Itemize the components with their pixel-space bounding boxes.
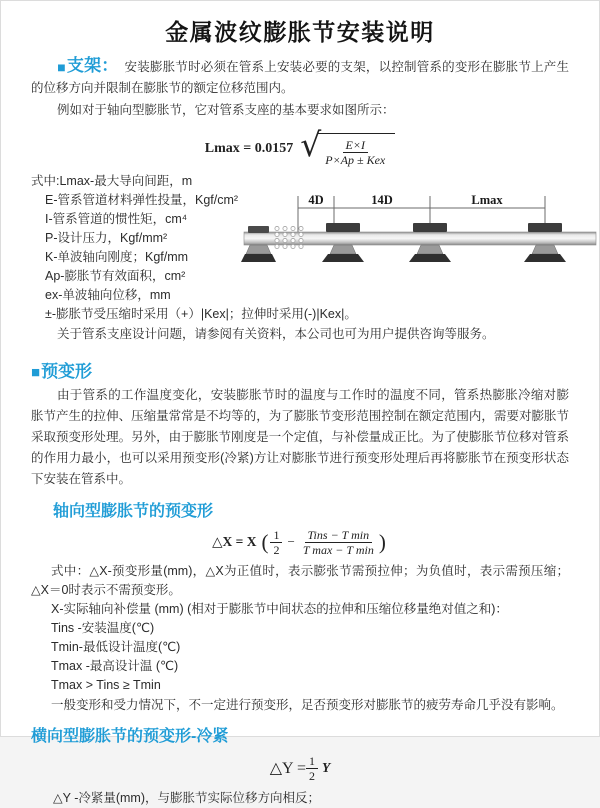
radical-glyph: √ xyxy=(300,125,322,164)
right-paren: ) xyxy=(378,530,386,554)
axial-preform-formula xyxy=(31,528,569,557)
preform-heading-label: 预变形 xyxy=(41,361,93,381)
definition-line: Ap-膨胀节有效面积，cm² xyxy=(45,269,186,283)
half-fraction xyxy=(270,528,282,557)
support-spacing-diagram xyxy=(244,190,596,274)
lateral-note-line: △Y -冷紧量(mm)，与膨胀节实际位移方向相反； xyxy=(53,790,321,805)
fraction-denominator: 2 xyxy=(309,768,316,783)
definition-line: X-实际轴向补偿量 (mm) (相对于膨胀节中间状态的拉伸和压缩位移量绝对值之和)： xyxy=(51,601,508,616)
fraction-denominator: 2 xyxy=(273,542,280,557)
definition-line: E-管系管道材料弹性投量，Kgf/cm² xyxy=(45,193,239,207)
fraction-numerator: E×I xyxy=(343,138,368,153)
support-section-heading: 支架： xyxy=(66,56,119,75)
lateral-subsection-heading: 横向型膨胀节的预变形-冷紧 xyxy=(31,727,229,745)
support-example-line: 例如对于轴向型膨胀节，它对管系支座的基本要求如图所示： xyxy=(57,103,395,117)
definition-line: Tmin-最低设计温度(℃) xyxy=(51,639,181,654)
preform-section-heading xyxy=(31,357,569,382)
definition-line: Tmax > Tins ≥ Tmin xyxy=(51,677,161,692)
lateral-preform-formula xyxy=(31,754,569,783)
formula-lhs: △X = X xyxy=(212,534,257,549)
section-bullet-icon: ■ xyxy=(57,59,66,75)
axial-closing-line: 一般变形和受力情况下，不一定进行预变形，足否预变形对膨胀节的疲劳寿命几乎没有影响。 xyxy=(51,697,564,712)
dim-label-lmax: Lmax xyxy=(471,193,503,207)
half-fraction xyxy=(306,754,318,783)
support-intro-text: 安装膨胀节时必须在管系上安装必要的支架，以控制管系的变形在膨胀节上产生的位移方向并限制在膨胀节的额定位移范围内。 xyxy=(31,60,569,95)
pipe xyxy=(244,232,596,245)
definition-line: K-单波轴向刚度；Kgf/mm xyxy=(45,250,189,264)
axial-definitions-list xyxy=(31,600,569,695)
definition-line: P-设计压力，Kgf/mm² xyxy=(45,231,168,245)
axial-subsection-heading: 轴向型膨胀节的预变形 xyxy=(53,502,214,520)
fraction xyxy=(322,138,388,167)
support-intro-paragraph xyxy=(31,55,569,99)
definition-line: Tins -安装温度(℃) xyxy=(51,620,155,635)
preform-body-paragraph: 由于管系的工作温度变化，安装膨胀节时的温度与工作时的温度不同，管系热膨胀冷缩对膨胀节产生的拉伸、压缩量常常是不均等的，为了膨胀节变形范围控制在额定范围内，需要对膨胀节采取预变形处理。另外，由于膨胀节刚度是一个定值，与补偿量成正比。为了使膨胀节位移对管系的作用力最小，也可以采用预变形(冷紧)方让对膨胀节进行预变形处理后再将膨胀节在预变形状态下安装在管系中。 xyxy=(31,387,569,486)
fraction-denominator: T max − T min xyxy=(302,542,374,557)
sqrt-radical-icon xyxy=(300,125,395,167)
left-paren: ( xyxy=(261,530,269,554)
fraction-numerator: 1 xyxy=(270,528,282,543)
dim-label-4d: 4D xyxy=(308,193,324,207)
minus-sign: − xyxy=(287,534,295,549)
formula-lhs: Lmax = 0.0157 xyxy=(204,140,294,156)
sqrt-content xyxy=(318,133,395,167)
lmax-formula xyxy=(31,125,569,167)
definition-line: ±-膨胀节受压缩时采用（+）|Kex|；拉伸时采用(-)|Kex|。 xyxy=(45,307,357,321)
definition-line: 式中:Lmax-最大导向间距，m xyxy=(31,174,193,188)
dim-label-14d: 14D xyxy=(371,193,393,207)
definition-line: I-管系管道的惯性矩，cm⁴ xyxy=(45,212,188,226)
document-content xyxy=(1,55,599,808)
page-title: 金属波纹膨胀节安装说明 xyxy=(165,19,435,45)
fraction-numerator: 1 xyxy=(306,754,318,769)
section-bullet-icon: ■ xyxy=(31,363,41,381)
axial-where-paragraph: 式中：△X-预变形量(mm)，△X为正值时，表示膨张节需预拉伸；为负值时，表示需预压缩；△X＝0时表示不需预变形。 xyxy=(31,563,569,597)
formula-rhs: Y xyxy=(322,760,331,775)
fraction-numerator: Tins − T min xyxy=(305,528,373,543)
definition-line: Tmax -最高设计温 (℃) xyxy=(51,658,179,673)
definition-line: ex-单波轴向位移，mm xyxy=(45,288,171,302)
temperature-fraction xyxy=(300,528,377,557)
fraction-denominator: P×Ap ± Kex xyxy=(325,153,386,167)
support-note-line: 关于管系支座设计问题，请参阅有关资料，本公司也可为用户提供咨询等服务。 xyxy=(57,327,495,341)
formula-lhs: △Y = xyxy=(269,760,307,777)
